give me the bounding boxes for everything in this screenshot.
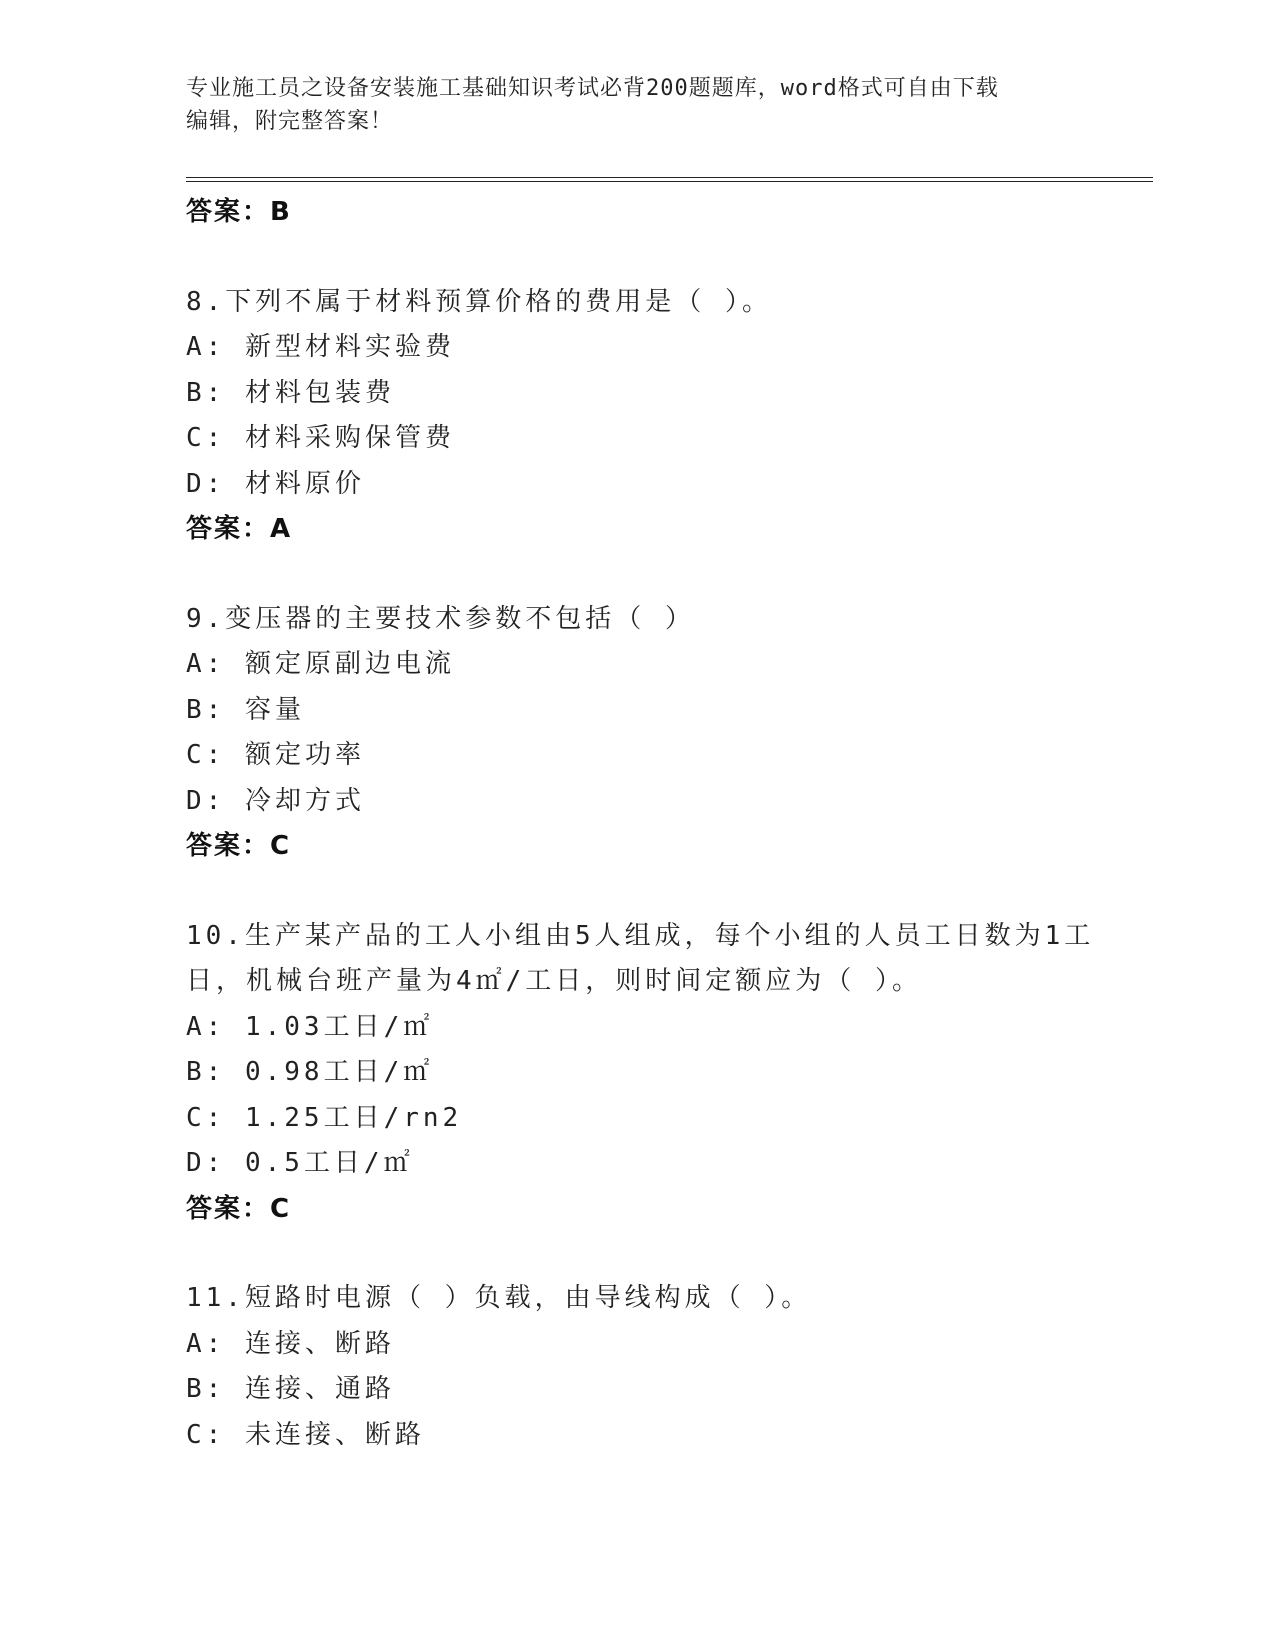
page-header (186, 72, 1066, 138)
question-stem: 9.变压器的主要技术参数不包括（ ） (186, 603, 695, 634)
option-d: D: 冷却方式 (186, 785, 365, 816)
question-10 (186, 914, 1095, 1233)
option-a: A: 连接、断路 (186, 1328, 395, 1359)
answer: 答案：A (186, 514, 293, 544)
option-d: D: 材料原价 (186, 468, 365, 499)
header-line-2: 编辑，附完整答案！ (186, 109, 394, 134)
option-b: B: 容量 (186, 694, 305, 725)
option-b: B: 材料包装费 (186, 377, 395, 408)
spacer (186, 236, 1086, 280)
spacer (186, 553, 1086, 597)
option-c: C: 1.25工日/rn2 (186, 1102, 463, 1133)
header-double-rule (186, 177, 1153, 182)
answer: 答案：C (186, 1193, 292, 1224)
option-b: B: 0.98工日/㎡ (186, 1057, 434, 1087)
option-c: C: 额定功率 (186, 740, 365, 770)
question-11 (186, 1276, 1086, 1458)
question-stem-line-2: 日，机械台班产量为4㎡/工日，则时间定额应为（ ）。 (186, 966, 922, 996)
answer-q7: 答案：B (186, 197, 292, 227)
question-stem-line-1: 10.生产某产品的工人小组由5人组成，每个小组的人员工日数为1工 (186, 920, 1095, 951)
question-stem: 8.下列不属于材料预算价格的费用是（ ）。 (186, 286, 772, 317)
option-c: C: 未连接、断路 (186, 1419, 425, 1450)
spacer (186, 870, 1086, 914)
option-a: A: 1.03工日/㎡ (186, 1011, 434, 1042)
option-a: A: 额定原副边电流 (186, 649, 455, 679)
answer: 答案：C (186, 831, 292, 861)
option-c: C: 材料采购保管费 (186, 423, 455, 453)
document-body (186, 190, 1095, 1458)
spacer (186, 1232, 1086, 1276)
question-stem: 11.短路时电源（ ）负载，由导线构成（ ）。 (186, 1283, 812, 1313)
question-9 (186, 597, 1086, 870)
option-a: A: 新型材料实验费 (186, 332, 455, 362)
question-8 (186, 280, 1086, 553)
header-line-1: 专业施工员之设备安装施工基础知识考试必背200题题库，word格式可自由下载 (186, 76, 999, 101)
option-d: D: 0.5工日/㎡ (186, 1148, 414, 1178)
option-b: B: 连接、通路 (186, 1374, 395, 1404)
